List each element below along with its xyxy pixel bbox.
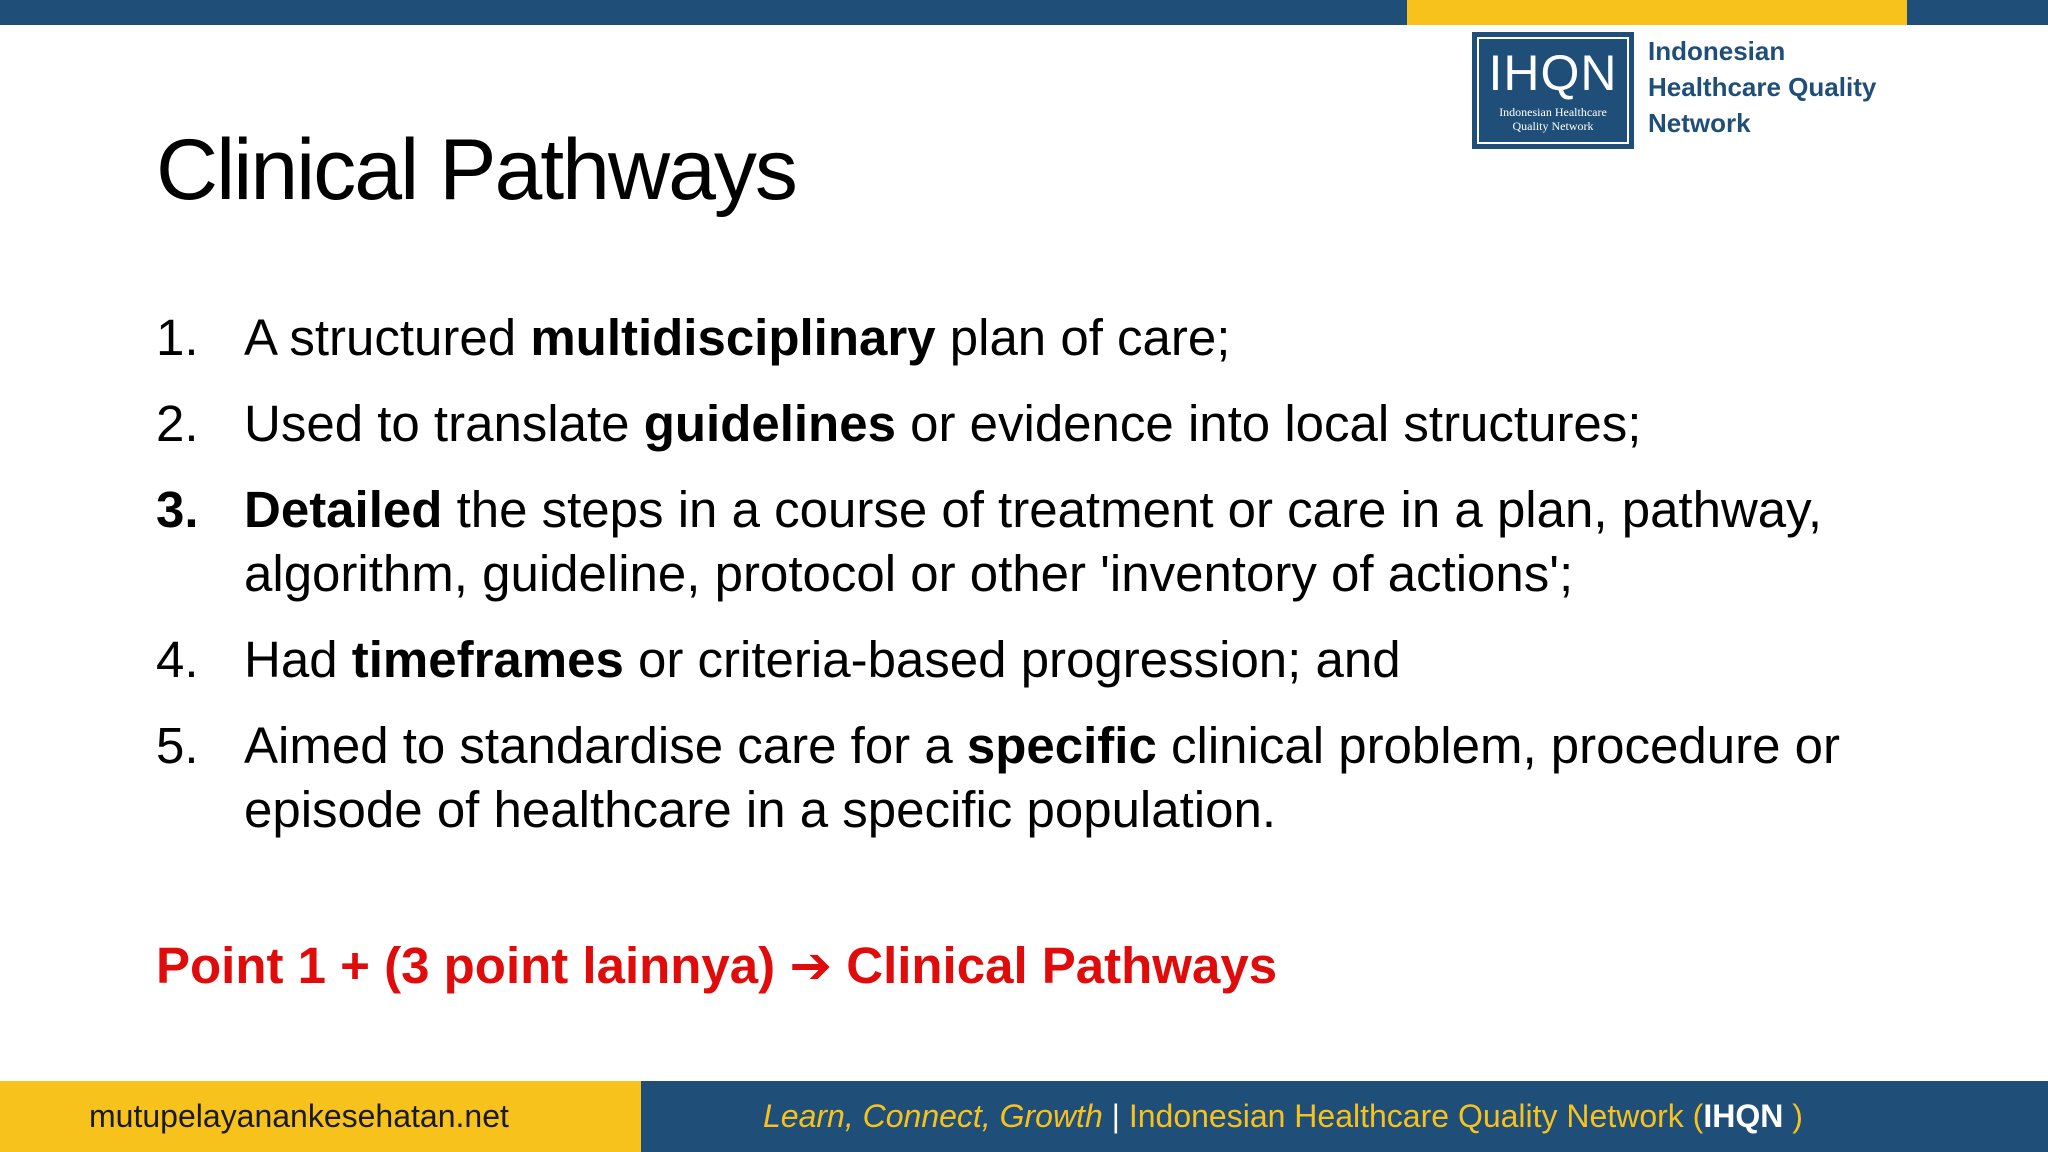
list-item-emphasis: multidisciplinary — [530, 309, 936, 366]
footer-tagline: Learn, Connect, Growth — [763, 1098, 1103, 1134]
org-name-line-1: Indonesian — [1648, 36, 1786, 66]
list-item-text-after: or evidence into local structures; — [895, 395, 1642, 452]
list-item — [156, 478, 1916, 606]
logo-subtext-line-1: Indonesian Healthcare — [1499, 105, 1607, 119]
footer-org-abbr: IHQN — [1703, 1098, 1784, 1134]
list-item — [156, 628, 1916, 692]
list-item-emphasis: Detailed — [244, 481, 443, 538]
conclusion-left: Point 1 + (3 point lainnya) — [156, 937, 776, 994]
list-item-number: 3. — [156, 481, 199, 538]
list-item-emphasis: specific — [966, 717, 1157, 774]
org-name-line-3: Network — [1648, 108, 1751, 138]
list-item-number: 2. — [156, 395, 199, 452]
ihqn-logo — [1472, 32, 1634, 149]
footer — [0, 1081, 2048, 1152]
list-item-number: 1. — [156, 309, 199, 366]
list-item-number: 5. — [156, 717, 199, 774]
footer-separator: | — [1111, 1098, 1120, 1134]
list-item-text-before: Aimed to standardise care for a — [244, 717, 967, 774]
logo-mark: IHQN — [1488, 45, 1618, 101]
footer-site-panel — [0, 1081, 641, 1152]
list-item-number: 4. — [156, 631, 199, 688]
list-item — [156, 714, 1916, 842]
list-item-emphasis: guidelines — [643, 395, 896, 452]
footer-tagline-block — [763, 1081, 1803, 1152]
list-item — [156, 306, 1916, 370]
footer-site-link[interactable]: mutupelayanankesehatan.net — [89, 1098, 509, 1134]
list-item-text-before: Used to translate — [244, 395, 644, 452]
conclusion-right: Clinical Pathways — [846, 937, 1278, 994]
list-item-text-before: A structured — [244, 309, 531, 366]
right-arrow-icon: ➔ — [789, 937, 833, 994]
list-item-text-after: plan of care; — [935, 309, 1231, 366]
list-item-text-before: Had — [244, 631, 352, 688]
org-name — [1648, 33, 1908, 141]
slide-title: Clinical Pathways — [156, 122, 796, 218]
conclusion-line — [156, 934, 1277, 998]
list-item-text-after: clinical problem, procedure or episode of healthcare in a specific population. — [244, 717, 1840, 838]
logo-subtext — [1475, 105, 1631, 133]
footer-org-name: Indonesian Healthcare Quality Network ( — [1128, 1098, 1704, 1134]
list-item-emphasis: timeframes — [351, 631, 624, 688]
top-bar-accent — [1407, 0, 1907, 25]
list-item-text-after: the steps in a course of treatment or care in a plan, pathway, algorithm, guideline, protocol or other 'inventory of actions'; — [244, 481, 1823, 602]
list-item — [156, 392, 1916, 456]
org-name-line-2: Healthcare Quality — [1648, 72, 1877, 102]
logo-subtext-line-2: Quality Network — [1512, 119, 1594, 133]
footer-close-paren: ) — [1792, 1098, 1803, 1134]
definition-list — [156, 306, 1916, 864]
list-item-text-after: or criteria-based progression; and — [623, 631, 1401, 688]
